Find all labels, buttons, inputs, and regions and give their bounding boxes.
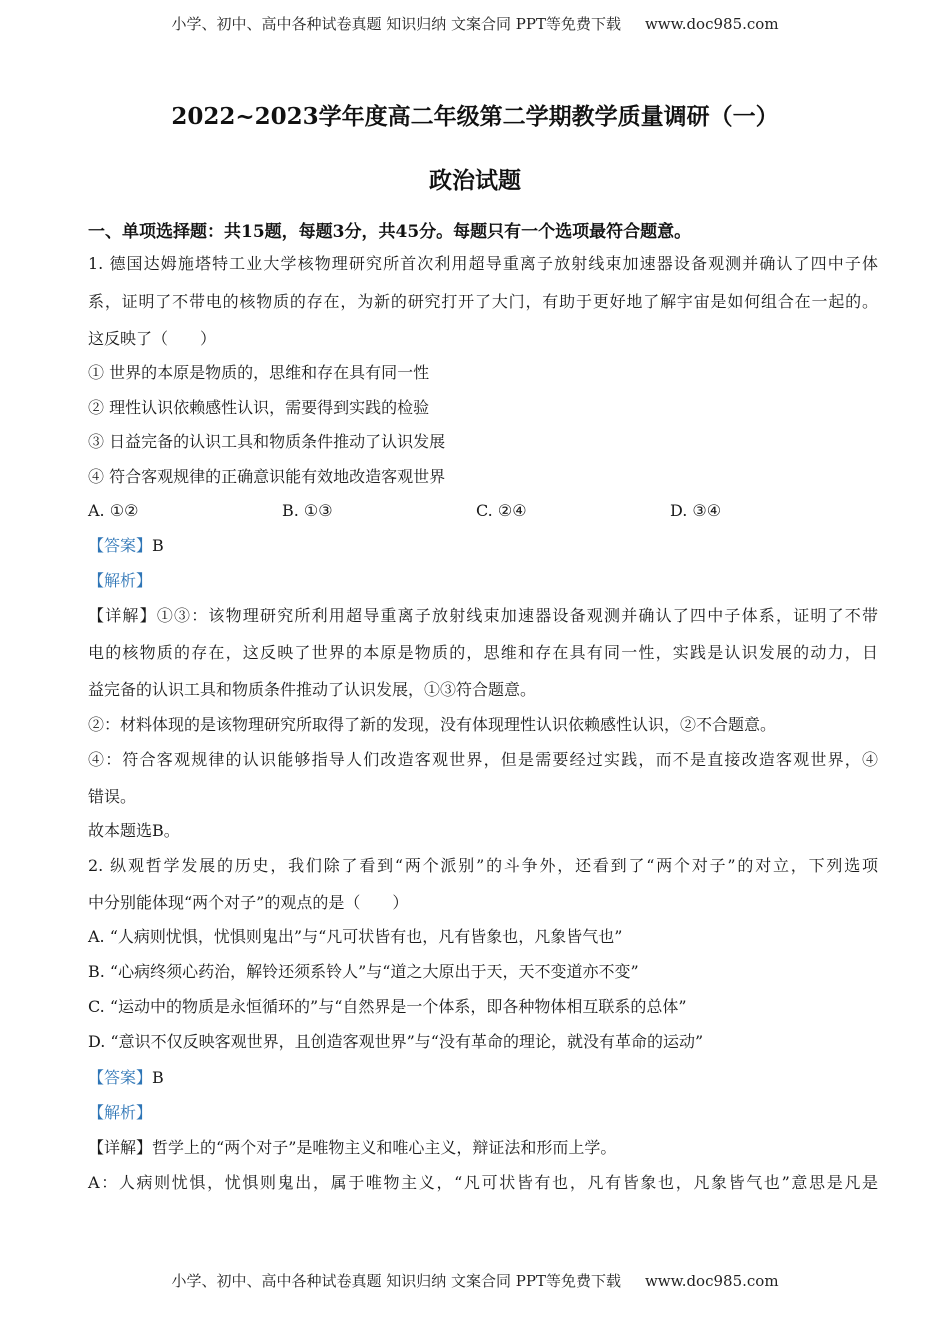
q1-item: ② 理性认识依赖感性认识，需要得到实践的检验 <box>88 398 430 417</box>
q1-option-c: C. ②④ <box>476 501 527 520</box>
page-header <box>0 13 950 34</box>
q1-detail-line: 电的核物质的存在，这反映了世界的本原是物质的，思维和存在具有同一性，实践是认识发展的动力，日 <box>88 643 878 662</box>
q1-option-b: B. ①③ <box>282 501 333 520</box>
q1-stem-line: 1. 德国达姆施塔特工业大学核物理研究所首次利用超导重离子放射线束加速器设备观测并确认了四中子体 <box>88 254 878 273</box>
q1-analysis-label: 【解析】 <box>88 571 153 590</box>
header-text: 小学、初中、高中各种试卷真题 知识归纳 文案合同 PPT等免费下载 <box>171 15 621 33</box>
detail-label: 【详解】 <box>88 606 157 625</box>
q1-stem-line: 系，证明了不带电的核物质的存在，为新的研究打开了大门，有助于更好地了解宇宙是如何组合在一起的。 <box>88 292 878 311</box>
q2-stem-line: 中分别能体现“两个对子”的观点的是（ ） <box>88 893 409 912</box>
page-subtitle: 政治试题 <box>429 167 521 194</box>
q1-option-d: D. ③④ <box>670 501 722 520</box>
q1-answer <box>88 535 878 557</box>
page-footer <box>0 1270 950 1291</box>
detail-label: 【详解】 <box>88 1138 153 1157</box>
q1-option-a: A. ①② <box>88 501 139 520</box>
q2-stem-line: 2. 纵观哲学发展的历史，我们除了看到“两个派别”的斗争外，还看到了“两个对子”的对立，下列选项 <box>88 856 878 875</box>
footer-url[interactable]: www.doc985.com <box>644 1272 779 1290</box>
detail-text: ①③：该物理研究所利用超导重离子放射线束加速器设备观测并确认了四中子体系，证明了不带 <box>156 606 878 625</box>
header-url[interactable]: www.doc985.com <box>644 15 779 33</box>
answer-label: 【答案】 <box>88 536 153 555</box>
q2-answer <box>88 1067 878 1089</box>
q1-item: ④ 符合客观规律的正确意识能有效地改造客观世界 <box>88 467 446 486</box>
q1-item: ③ 日益完备的认识工具和物质条件推动了认识发展 <box>88 432 446 451</box>
q1-detail-line <box>88 605 878 627</box>
footer-text: 小学、初中、高中各种试卷真题 知识归纳 文案合同 PPT等免费下载 <box>171 1272 621 1290</box>
q2-option-b: B. “心病终须心药治，解铃还须系铃人”与“道之大原出于天，天不变道亦不变” <box>88 962 639 981</box>
q2-option-d: D. “意识不仅反映客观世界，且创造客观世界”与“没有革命的理论，就没有革命的运动” <box>88 1032 704 1051</box>
q1-item: ① 世界的本原是物质的，思维和存在具有同一性 <box>88 363 430 382</box>
q2-analysis-label: 【解析】 <box>88 1103 153 1122</box>
q2-detail-line: A：人病则忧惧，忧惧则鬼出，属于唯物主义，“凡可状皆有也，凡有皆象也，凡象皆气也”意思是凡是 <box>88 1173 878 1192</box>
q2-option-c: C. “运动中的物质是永恒循环的”与“自然界是一个体系，即各种物体相互联系的总体” <box>88 997 687 1016</box>
q1-detail-line: ②：材料体现的是该物理研究所取得了新的发现，没有体现理性认识依赖感性认识，②不合题意。 <box>88 715 777 734</box>
q2-option-a: A. “人病则忧惧，忧惧则鬼出”与“凡可状皆有也，凡有皆象也，凡象皆气也” <box>88 927 623 946</box>
q2-detail-line <box>88 1137 878 1159</box>
q1-detail-line: 故本题选B。 <box>88 821 180 840</box>
q1-stem-line: 这反映了（ ） <box>88 329 217 348</box>
q1-detail-line: 益完备的认识工具和物质条件推动了认识发展，①③符合题意。 <box>88 680 537 699</box>
answer-value: B <box>152 536 164 555</box>
detail-text: 哲学上的“两个对子”是唯物主义和唯心主义，辩证法和形而上学。 <box>152 1138 617 1157</box>
page-title: 2022~2023学年度高二年级第二学期教学质量调研（一） <box>171 103 779 130</box>
section-heading: 一、单项选择题：共15题，每题3分，共45分。每题只有一个选项最符合题意。 <box>88 222 692 242</box>
answer-value: B <box>152 1068 164 1087</box>
q1-detail-line: ④：符合客观规律的认识能够指导人们改造客观世界，但是需要经过实践，而不是直接改造客观世界，④ <box>88 750 878 769</box>
answer-label: 【答案】 <box>88 1068 153 1087</box>
q1-detail-line: 错误。 <box>88 787 137 806</box>
